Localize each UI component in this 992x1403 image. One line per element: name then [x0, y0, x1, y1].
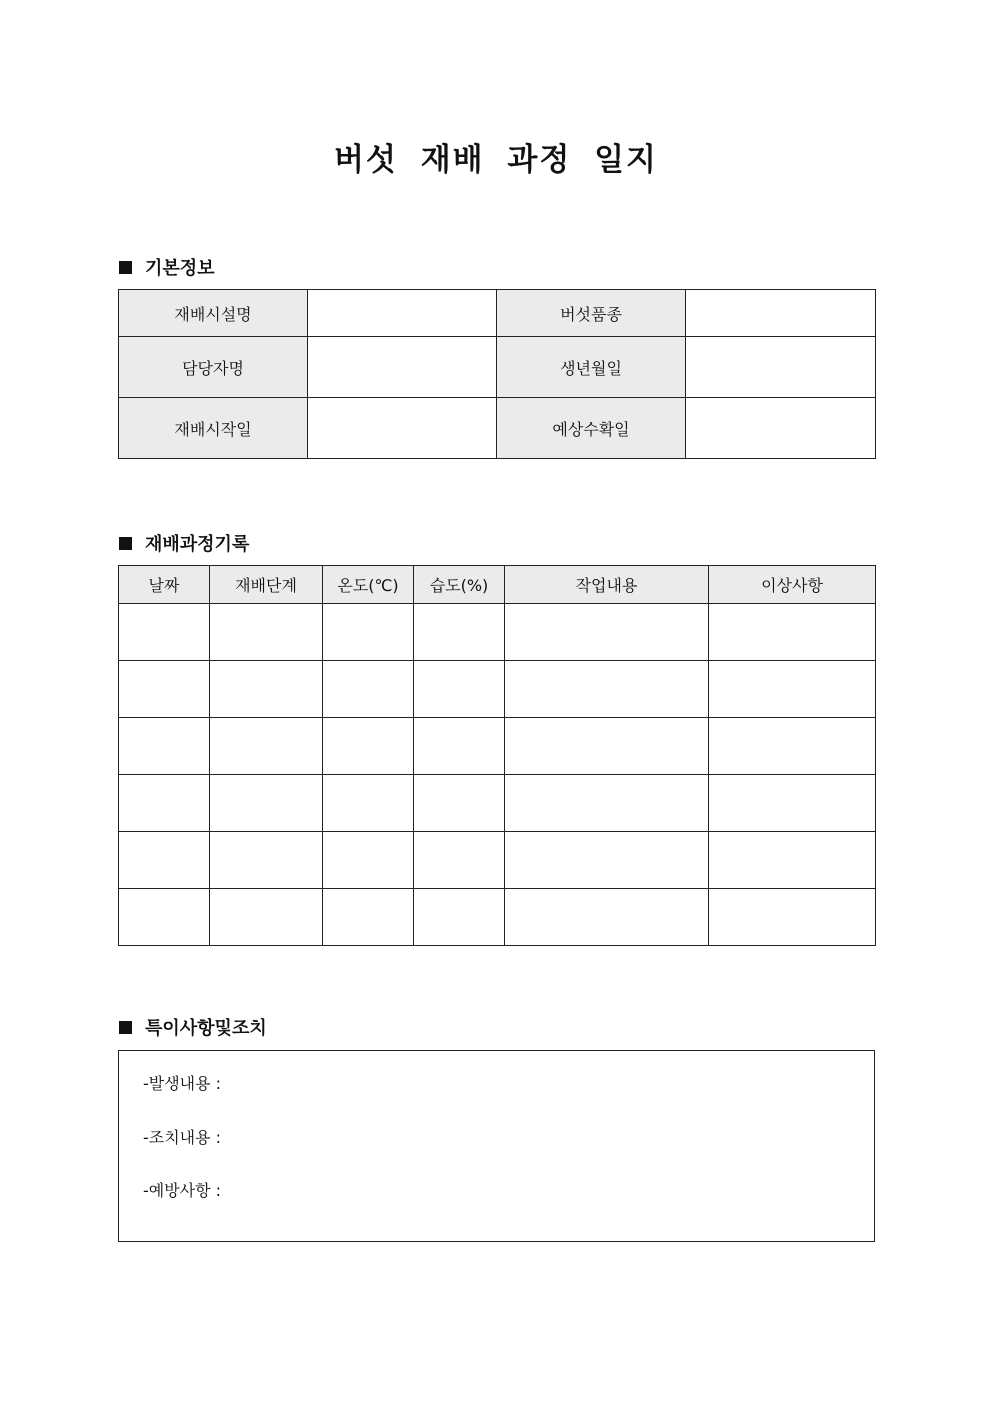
- date-cell[interactable]: [119, 775, 210, 832]
- mushroom-variety-label: 버섯품종: [497, 290, 686, 337]
- birth-date-label: 생년월일: [497, 337, 686, 398]
- date-cell[interactable]: [119, 661, 210, 718]
- stage-cell[interactable]: [210, 718, 323, 775]
- humidity-cell[interactable]: [414, 775, 505, 832]
- square-bullet-icon: [119, 537, 132, 550]
- work-cell[interactable]: [505, 775, 709, 832]
- square-bullet-icon: [119, 261, 132, 274]
- table-row: [119, 337, 876, 398]
- issues-cell[interactable]: [709, 661, 876, 718]
- table-row: [119, 718, 876, 775]
- temperature-cell[interactable]: [323, 775, 414, 832]
- section-heading-label: 재배과정기록: [145, 534, 250, 555]
- date-cell[interactable]: [119, 718, 210, 775]
- start-date-field[interactable]: [308, 398, 497, 459]
- temperature-cell[interactable]: [323, 718, 414, 775]
- notes-box[interactable]: [118, 1050, 875, 1242]
- manager-name-field[interactable]: [308, 337, 497, 398]
- column-header-stage: 재배단계: [210, 566, 323, 604]
- action-note-label: -조치내용 :: [143, 1128, 222, 1147]
- table-row: [119, 398, 876, 459]
- column-header-date: 날짜: [119, 566, 210, 604]
- page-title: 버섯 재배 과정 일지: [334, 142, 658, 178]
- humidity-cell[interactable]: [414, 832, 505, 889]
- mushroom-variety-field[interactable]: [686, 290, 876, 337]
- humidity-cell[interactable]: [414, 889, 505, 946]
- issues-cell[interactable]: [709, 604, 876, 661]
- section-heading-basic-info: [119, 254, 215, 280]
- section-heading-records: [119, 530, 249, 556]
- issues-cell[interactable]: [709, 832, 876, 889]
- table-row: [119, 290, 876, 337]
- column-header-humidity: 습도(%): [414, 566, 505, 604]
- temperature-cell[interactable]: [323, 661, 414, 718]
- stage-cell[interactable]: [210, 832, 323, 889]
- table-row: [119, 832, 876, 889]
- harvest-date-label: 예상수확일: [497, 398, 686, 459]
- stage-cell[interactable]: [210, 661, 323, 718]
- cultivation-record-table: [118, 565, 876, 946]
- stage-cell[interactable]: [210, 889, 323, 946]
- harvest-date-field[interactable]: [686, 398, 876, 459]
- facility-name-field[interactable]: [308, 290, 497, 337]
- basic-info-table: [118, 289, 876, 459]
- humidity-cell[interactable]: [414, 718, 505, 775]
- table-row: [119, 661, 876, 718]
- section-heading-label: 기본정보: [145, 258, 215, 279]
- column-header-temperature: 온도(℃): [323, 566, 414, 604]
- work-cell[interactable]: [505, 889, 709, 946]
- issues-cell[interactable]: [709, 775, 876, 832]
- issues-cell[interactable]: [709, 889, 876, 946]
- column-header-work: 작업내용: [505, 566, 709, 604]
- stage-cell[interactable]: [210, 604, 323, 661]
- stage-cell[interactable]: [210, 775, 323, 832]
- table-row: [119, 775, 876, 832]
- work-cell[interactable]: [505, 832, 709, 889]
- work-cell[interactable]: [505, 604, 709, 661]
- date-cell[interactable]: [119, 889, 210, 946]
- work-cell[interactable]: [505, 718, 709, 775]
- date-cell[interactable]: [119, 832, 210, 889]
- column-header-issues: 이상사항: [709, 566, 876, 604]
- manager-name-label: 담당자명: [119, 337, 308, 398]
- humidity-cell[interactable]: [414, 661, 505, 718]
- section-heading-label: 특이사항및조치: [145, 1018, 267, 1039]
- date-cell[interactable]: [119, 604, 210, 661]
- table-header-row: [119, 566, 876, 604]
- prevention-note-label: -예방사항 :: [143, 1181, 222, 1200]
- table-row: [119, 604, 876, 661]
- facility-name-label: 재배시설명: [119, 290, 308, 337]
- issues-cell[interactable]: [709, 718, 876, 775]
- occurrence-note-label: -발생내용 :: [143, 1074, 222, 1093]
- temperature-cell[interactable]: [323, 832, 414, 889]
- start-date-label: 재배시작일: [119, 398, 308, 459]
- temperature-cell[interactable]: [323, 604, 414, 661]
- table-row: [119, 889, 876, 946]
- work-cell[interactable]: [505, 661, 709, 718]
- humidity-cell[interactable]: [414, 604, 505, 661]
- birth-date-field[interactable]: [686, 337, 876, 398]
- section-heading-notes: [119, 1014, 267, 1040]
- temperature-cell[interactable]: [323, 889, 414, 946]
- square-bullet-icon: [119, 1021, 132, 1034]
